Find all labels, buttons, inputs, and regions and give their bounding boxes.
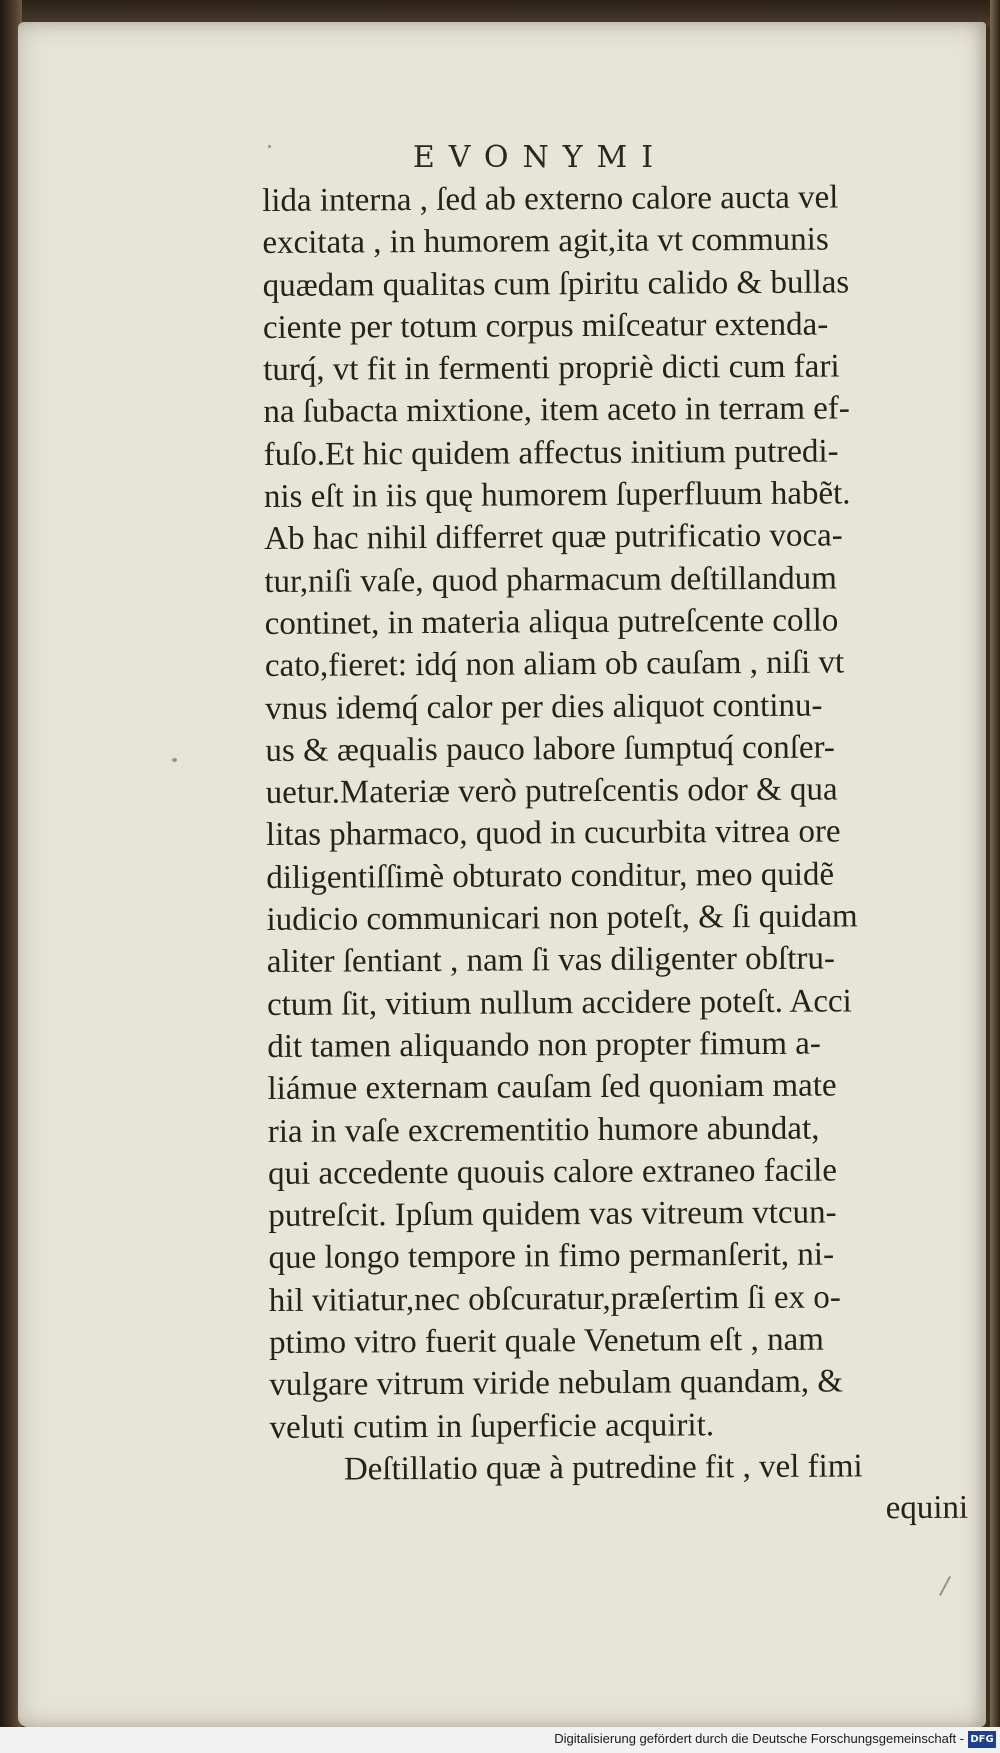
text-line: vnus idemq́ calor per dies aliquot continu-: [265, 687, 823, 727]
text-line: hil vitiatur,nec obſcuratur,præſertim ſi ex o-: [268, 1279, 841, 1319]
text-line: uetur.Materiæ verò putreſcentis odor & qua: [265, 771, 838, 812]
running-head: EVONYMI: [412, 140, 668, 175]
text-line: ctum ſit, vitium nullum accidere poteſt. Acci: [266, 983, 852, 1023]
text-line: dit tamen aliquando non propter fimum a-: [267, 1025, 821, 1065]
paper-speck: [172, 758, 177, 762]
text-line: ptimo vitro fuerit quale Venetum eſt , nam: [268, 1321, 824, 1361]
text-line: turq́, vt fit in fermenti propriè dicti cum fari: [263, 348, 840, 389]
digitization-footer: [0, 1727, 1000, 1753]
dfg-logo: DFG: [968, 1731, 996, 1748]
text-line: continet, in materia aliqua putreſcente collo: [264, 602, 839, 642]
catchword: equini: [885, 1489, 969, 1527]
text-line: aliter ſentiant , nam ſi vas diligenter obſtru-: [266, 940, 836, 981]
text-line: qui accedente quouis calore extraneo facile: [267, 1152, 838, 1192]
text-line: lida interna , ſed ab externo calore aucta vel: [262, 179, 839, 219]
text-line: litas pharmaco, quod in cucurbita vitrea ore: [265, 813, 841, 854]
text-line: putreſcit. Ipſum quidem vas vitreum vtcun-: [268, 1194, 837, 1235]
text-line: vulgare vitrum viride nebulam quandam, &: [269, 1363, 844, 1404]
text-line: liámue externam cauſam ſed quoniam mate: [267, 1067, 837, 1108]
text-line: na ſubacta mixtione, item aceto in terram ef-: [263, 390, 850, 431]
text-line: diligentiſſimè obturato conditur, meo quidẽ: [266, 856, 835, 896]
text-line: iudicio communicari non poteſt, & ſi quidam: [266, 898, 858, 939]
book-edge-right: [990, 0, 1000, 1730]
text-line: tur,niſi vaſe, quod pharmacum deſtillandum: [264, 560, 837, 600]
text-line: ciente per totum corpus miſceatur extenda-: [262, 306, 829, 346]
paragraph-start-line: Deſtillatio quæ à putredine fit , vel fimi: [343, 1448, 863, 1488]
text-line: que longo tempore in fimo permanſerit, ni-: [268, 1236, 835, 1277]
paper-speck: [268, 145, 271, 148]
text-line: us & æqualis pauco labore ſumptuq́ conſer-: [265, 729, 835, 769]
text-line: veluti cutim in ſuperficie acquirit.: [269, 1406, 715, 1446]
text-line: quædam qualitas cum ſpiritu calido & bullas: [262, 264, 850, 304]
text-line: cato,fieret: idq́ non aliam ob cauſam , niſi vt: [264, 644, 845, 685]
text-line: Ab hac nihil differret quæ putrificatio voca-: [264, 517, 843, 558]
funding-credit: Digitalisierung gefördert durch die Deutsche Forschungsgemeinschaft -: [554, 1731, 964, 1746]
text-line: excitata , in humorem agit,ita vt communis: [262, 221, 829, 262]
text-line: ria in vaſe excrementitio humore abundat,: [267, 1110, 820, 1150]
text-block: [262, 176, 990, 1534]
text-line: fuſo.Et hic quidem affectus initium putredi-: [263, 433, 839, 473]
text-line: nis eſt in iis quę humorem ſuperfluum habẽt.: [263, 475, 851, 516]
